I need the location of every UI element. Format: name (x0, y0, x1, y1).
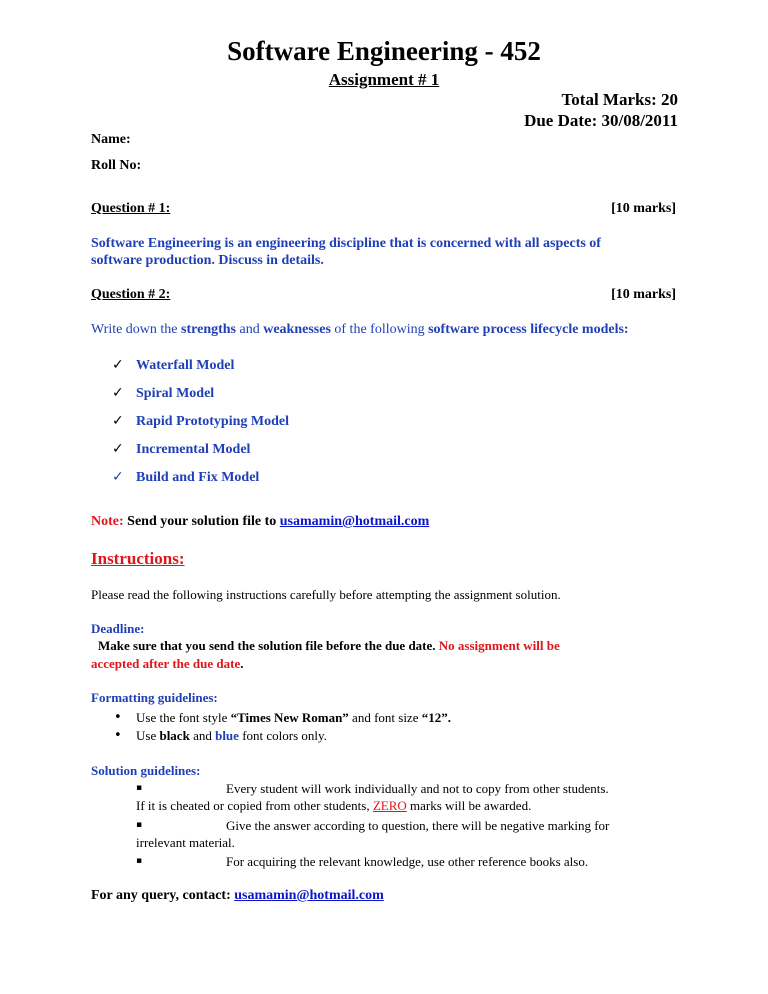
formatting-item-1 (136, 709, 451, 726)
check-icon: ✓ (112, 469, 124, 485)
document-title: Software Engineering - 452 (227, 36, 541, 66)
roll-no-field-label: Roll No: (91, 158, 142, 173)
model-spiral: Spiral Model (136, 386, 215, 401)
contact-label: For any query, contact: (91, 888, 235, 903)
lifecycle-models-text: software process lifecycle models: (428, 322, 629, 337)
deadline-warning-2: accepted after the due date (91, 656, 241, 671)
question-1-marks: [10 marks] (611, 201, 676, 216)
check-icon: ✓ (112, 385, 124, 401)
instructions-heading: Instructions: (91, 549, 185, 568)
deadline-line-1 (98, 637, 560, 654)
note-line (91, 513, 429, 530)
model-rapid-prototyping: Rapid Prototyping Model (136, 414, 289, 429)
check-icon: ✓ (112, 357, 124, 373)
deadline-line-2 (91, 655, 243, 672)
question-2-intro (91, 321, 629, 338)
question-1-text-line-2: software production. Discuss in details. (91, 253, 324, 268)
fmt2-black: black (159, 728, 190, 743)
model-waterfall: Waterfall Model (136, 358, 235, 373)
strengths-text: strengths (181, 322, 236, 337)
solution-label: Solution guidelines: (91, 763, 201, 778)
solution-item-3-line-1: For acquiring the relevant knowledge, use other reference books also. (226, 854, 589, 869)
intro-part-3: and (236, 322, 264, 337)
note-email-link[interactable]: usamamin@hotmail.com (279, 514, 430, 529)
deadline-warning-1: No assignment will be (435, 638, 560, 653)
question-2-marks: [10 marks] (611, 287, 676, 302)
deadline-period: . (240, 656, 244, 671)
weaknesses-text: weaknesses (263, 322, 331, 337)
deadline-text: Make sure that you send the solution file before the due date. (98, 638, 436, 653)
fmt1-b: “Times New Roman” (230, 710, 349, 725)
intro-part-1: Write down the (91, 322, 182, 337)
square-bullet-icon: ▪ (136, 856, 143, 866)
note-text: Send your solution file to (123, 514, 280, 529)
check-icon: ✓ (112, 441, 124, 457)
formatting-label: Formatting guidelines: (91, 690, 218, 705)
square-bullet-icon: ▪ (136, 783, 143, 793)
contact-email-link[interactable]: usamamin@hotmail.com (234, 888, 384, 903)
check-icon: ✓ (112, 413, 124, 429)
square-bullet-icon: ▪ (136, 820, 143, 830)
total-marks: Total Marks: 20 (561, 90, 678, 109)
fmt1-c: and font size (348, 710, 422, 725)
instructions-intro: Please read the following instructions carefully before attempting the assignment solution. (91, 587, 561, 602)
question-1-text-line-1: Software Engineering is an engineering discipline that is concerned with all aspects of (91, 236, 601, 251)
bullet-icon: • (114, 710, 122, 725)
sol1-c: marks will be awarded. (406, 798, 532, 813)
fmt2-e: font colors only. (238, 728, 327, 743)
contact-line (91, 887, 384, 904)
bullet-icon: • (114, 728, 122, 743)
intro-part-5: of the following (330, 322, 429, 337)
model-build-and-fix: Build and Fix Model (136, 470, 260, 485)
formatting-item-2 (136, 727, 327, 744)
solution-item-1-line-1: Every student will work individually and not to copy from other students. (226, 781, 609, 796)
sol1-a: If it is cheated or copied from other students, (136, 798, 373, 813)
zero-text: ZERO (372, 798, 407, 813)
solution-item-2-line-1: Give the answer according to question, there will be negative marking for (226, 818, 610, 833)
name-field-label: Name: (91, 132, 131, 147)
fmt1-d: “12”. (421, 710, 451, 725)
fmt2-blue: blue (215, 728, 239, 743)
solution-item-2-line-2: irrelevant material. (136, 835, 235, 850)
question-2-title: Question # 2: (91, 287, 171, 302)
deadline-label: Deadline: (91, 621, 145, 636)
note-label: Note: (91, 514, 124, 529)
due-date: Due Date: 30/08/2011 (524, 111, 678, 130)
solution-item-1-line-2 (136, 797, 531, 814)
fmt1-a: Use the font style (136, 710, 231, 725)
question-1-title: Question # 1: (91, 201, 171, 216)
fmt2-c: and (189, 728, 216, 743)
model-incremental: Incremental Model (136, 442, 251, 457)
fmt2-a: Use (136, 728, 160, 743)
assignment-subtitle: Assignment # 1 (328, 70, 440, 89)
